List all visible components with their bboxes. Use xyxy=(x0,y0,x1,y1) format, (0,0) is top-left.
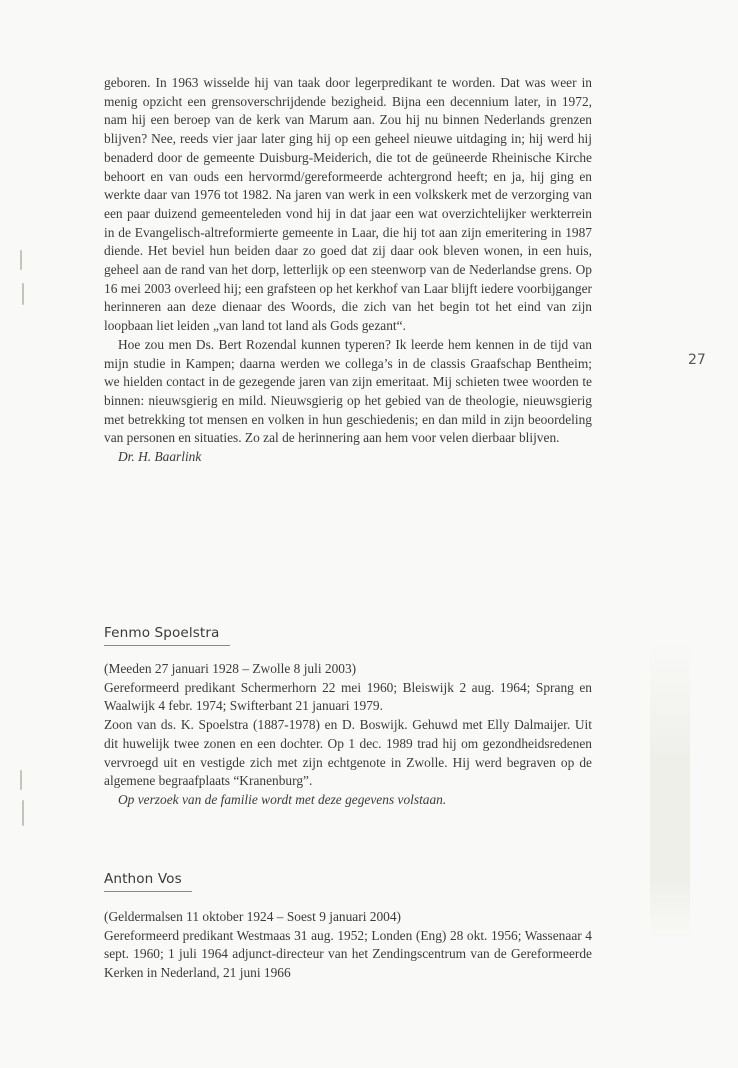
margin-mark xyxy=(20,770,22,790)
signature: Dr. H. Baarlink xyxy=(118,449,202,465)
paragraph: geboren. In 1963 wisselde hij van taak door legerpredikant te worden. Dat was weer in menig opzicht een grensoverschrijdende bezigheid. Bijna een decennium later, in 1972, nam hij een beroep van de kerk van Marum aan. Zou hij nu binnen Nederlands grenzen blijven? Nee, reeds vier jaar later ging hij op een geheel nieuwe uitdaging in; hij werd hij benaderd door de gemeente Duisburg-Meiderich, die tot de geüneerde Rheinische Kirche behoort en van ouds een hervormd/gereformeerde achtergrond heeft; en ja, hij ging en werkte daar van 1976 tot 1982. Na jaren van werk in een volkskerk met de verzorging van een paar duizend gemeenteleden vond hij in dat jaar een wat overzichtelijker werkterrein in de Evangelisch-altreformierte gemeente in Laar, die hij tot aan zijn emeritering in 1987 diende. Het beviel hun beiden daar zo goed dat zij daar ook bleven wonen, in een huis, geheel aan de rand van het dorp, letterlijk op een steenworp van de Nederlandse grens. Op 16 mei 2003 overleed hij; een grafsteen op het kerkhof van Laar blijft iedere voorbijganger herinneren aan deze dienaar des Woords, die zich van het begin tot het eind van zijn loopbaan liet leiden „van land tot land als Gods gezant“. xyxy=(104,75,592,334)
obituary-rozendal-text xyxy=(104,74,592,467)
obituary-vos-text xyxy=(104,908,592,983)
career: Gereformeerd predikant Schermerhorn 22 mei 1960; Bleiswijk 2 aug. 1964; Sprang en Waalwijk 4 febr. 1974; Swifterbant 21 januari 1979. xyxy=(104,679,592,714)
margin-mark xyxy=(20,250,22,270)
obituary-heading-spoelstra: Fenmo Spoelstra xyxy=(104,625,220,641)
career: Gereformeerd predikant Westmaas 31 aug. 1952; Londen (Eng) 28 okt. 1956; Wassenaar 4 sept. 1960; 1 juli 1964 adjunct-directeur van het Zendingscentrum van de Gereformeerde Kerken in Nederland, 21 juni 1966 xyxy=(104,927,592,981)
page-number: 27 xyxy=(688,352,706,368)
margin-mark xyxy=(22,283,24,305)
heading-rule xyxy=(104,891,192,892)
obituary-heading-vos: Anthon Vos xyxy=(104,871,182,887)
show-through xyxy=(650,640,690,940)
obituary-spoelstra-text xyxy=(104,660,592,810)
family-note: Op verzoek van de familie wordt met deze gegevens volstaan. xyxy=(118,791,447,807)
heading-rule xyxy=(104,645,230,646)
life-dates: (Geldermalsen 11 oktober 1924 – Soest 9 januari 2004) xyxy=(104,909,402,924)
margin-mark xyxy=(22,800,24,826)
life-dates: (Meeden 27 januari 1928 – Zwolle 8 juli 2003) xyxy=(104,661,357,676)
family-details: Zoon van ds. K. Spoelstra (1887-1978) en D. Boswijk. Gehuwd met Elly Dalmaijer. Uit dit huwelijk twee zonen en een dochter. Op 1 dec. 1989 trad hij om gezondheidsredenen vervroegd uit en vestigde zich met zijn echtgenote in Zwolle. Hij werd begraven op de algemene begraafplaats “Kranenburg”. xyxy=(104,717,592,789)
paragraph: Hoe zou men Ds. Bert Rozendal kunnen typeren? Ik leerde hem kennen in de tijd van mijn studie in Kampen; daarna werden we collega’s in de classis Graafschap Bentheim; we hielden contact in de gezegende jaren van zijn emeritaat. Mij schieten twee woorden te binnen: nieuwsgierig en mild. Nieuwsgierig op het gebied van de theologie, nieuwsgierig met betrekking tot mensen en volken in hun geschiedenis; en dan mild in zijn beoordeling van personen en situaties. Zo zal de herinnering aan hem voor velen dierbaar blijven. xyxy=(104,336,592,446)
